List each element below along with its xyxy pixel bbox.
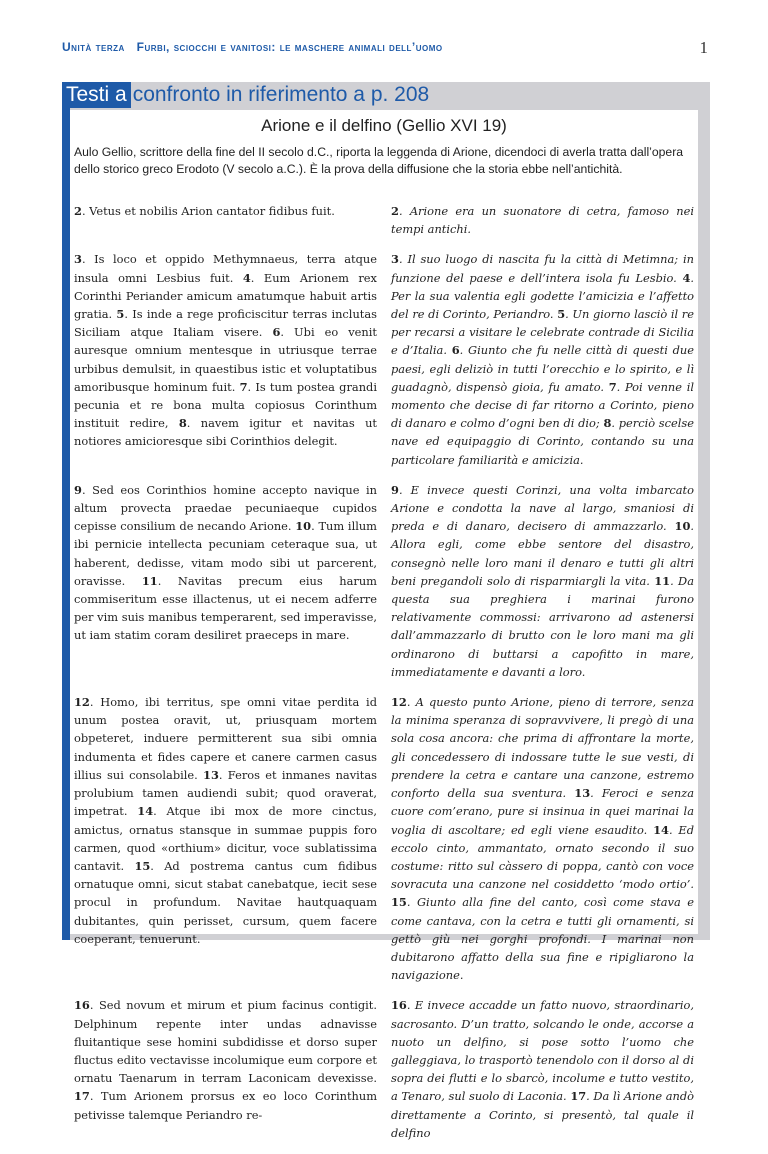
verse-number: 6 bbox=[451, 343, 460, 358]
verse-text: . Ed eccolo cinto, ammantato, ornato secondo il suo costume: ritto sul càssero di poppa, cantò con voce sovracuta una canzone nel cosiddetto ‘modo ortio’. bbox=[391, 822, 694, 892]
verse-text: . Un giorno lasciò il re per recarsi a visitare le celebrate contrade di Sicilia e d’Italia. bbox=[391, 307, 694, 358]
italian-column bbox=[391, 996, 694, 1142]
verse-text: . Is tum postea grandi pecunia et re bona multa copiosus Corinthum instituit redire, bbox=[74, 379, 377, 431]
verse-text: . Ad postrema cantus cum fidibus ornatuque omni, sicut stabat canebatque, iecit sese procul in profundum. Navitae hautquaquam dubitantes, quin perisset, cursum, quem facere coeperant, tenuerunt. bbox=[74, 858, 377, 946]
verse-text: . E invece accadde un fatto nuovo, straordinario, sacrosanto. D’un tratto, solcando le onde, accorse a nuoto un delfino, si pose sotto l’uomo che galleggiava, lo trasportò tenendolo con il dorso al di sopra dei flutti e lo sbarcò, incolume e tutto vestito, a Tenaro, sul suolo di Laconia. bbox=[391, 998, 694, 1104]
text-box-content bbox=[70, 110, 698, 1140]
verse-number: 17 bbox=[74, 1089, 90, 1104]
verse-number: 17 bbox=[570, 1089, 587, 1104]
box-title-rest: confronto in riferimento a p. 208 bbox=[132, 83, 430, 106]
verse-text: . A questo punto Arione, pieno di terrore, senza la minima speranza di sopravvivere, li pregò di una sola cosa ancora: che prima di affrontare la morte, gli concedessero di indossare tutte le sue vesti, di prendere la cetra e cantare una canzone, estremo conforto della sua sventura. bbox=[391, 695, 694, 801]
verse-number: 3 bbox=[74, 252, 82, 267]
box-subtitle: Arione e il delfino (Gellio XVI 19) bbox=[261, 116, 507, 135]
parallel-texts bbox=[74, 202, 694, 1154]
verse-text: . Poi venne il momento che decise di far ritorno a Corinto, pieno di danaro e colmo d’ogni ben di dio; bbox=[391, 379, 695, 431]
italian-column bbox=[391, 250, 694, 468]
verse-number: 4 bbox=[682, 270, 691, 285]
verse-text: . Da lì Arione andò direttamente a Corinto, si presentò, tal quale il delfino bbox=[391, 1089, 695, 1140]
verse-number: 9 bbox=[391, 482, 399, 497]
box-intro: Aulo Gellio, scrittore della fine del II secolo d.C., riporta la leggenda di Arione, dicendoci di averla tratta dall’opera dello storico greco Erodoto (V secolo a.C.). È la prova della diffusione che la storia ebbe nell’antichità. bbox=[74, 145, 684, 176]
verse-number: 7 bbox=[239, 379, 248, 394]
latin-column bbox=[74, 202, 377, 238]
verse-text: . perciò scelse nave ed equipaggio di Corinto, contando su una particolare familiarità e amicizia. bbox=[391, 416, 694, 467]
italian-column bbox=[391, 202, 694, 238]
verse-text: . Il suo luogo di nascita fu la città di Metimna; in funzione del paese e dell’intera isola fu Lesbio. bbox=[391, 252, 694, 285]
verse-number: 10 bbox=[674, 519, 691, 534]
verse-text: . Tum illum ibi pernicie intellecta pecuniam ceteraque sua, ut haberent, dedisse, vitam modo sibi ut parcerent, oravisse. bbox=[74, 519, 377, 588]
passage-row bbox=[74, 202, 694, 238]
verse-text: . Feros et inmanes navitas prolubium tamen audiendi subit; quod oraverat, impetrat. bbox=[74, 767, 377, 819]
verse-number: 12 bbox=[74, 695, 90, 710]
verse-text: . Vetus et nobilis Arion cantator fidibus fuit. bbox=[81, 204, 335, 218]
verse-number: 10 bbox=[295, 519, 312, 534]
verse-number: 8 bbox=[178, 416, 187, 431]
chapter-title: Furbi, sciocchi e vanitosi: le maschere animali dell’uomo bbox=[136, 40, 443, 54]
verse-text: . Sed novum et mirum et pium facinus contigit. Delphinum repente inter undas adnavisse fluitantique sese homini subdidisse et dorso super fluctus edito vectavisse incolumique eum corpore et ornatu Taenarum in terram Laconicam devexisse. bbox=[74, 998, 377, 1086]
running-head bbox=[62, 40, 712, 60]
verse-number: 7 bbox=[608, 379, 617, 394]
verse-number: 16 bbox=[74, 998, 90, 1013]
verse-text: . navem igitur et navitas ut notiores amicioresque sibi Corinthios delegit. bbox=[74, 416, 377, 449]
box-title-tag: Testi a bbox=[62, 82, 131, 108]
verse-number: 16 bbox=[391, 998, 407, 1013]
passage-row bbox=[74, 996, 694, 1142]
verse-number: 8 bbox=[603, 416, 612, 431]
verse-number: 9 bbox=[74, 482, 82, 497]
unit-label: Unità terza bbox=[62, 40, 125, 54]
latin-column bbox=[74, 996, 377, 1142]
verse-text: . Eum Arionem rex Corinthi Periander amicum amatumque habuit artis gratia. bbox=[74, 270, 377, 322]
italian-column bbox=[391, 481, 694, 681]
verse-text: . Is inde a rege proficiscitur terras inclutas Siciliam atque Italiam visere. bbox=[74, 307, 377, 340]
text-box-accent-bar bbox=[62, 82, 70, 940]
verse-number: 6 bbox=[272, 325, 281, 340]
page-number: 1 bbox=[699, 38, 708, 57]
verse-text: . Feroci e senza cuore com’erano, pure si insinua in quei marinai la voglia di ascoltare; ed egli viene esaudito. bbox=[391, 786, 694, 837]
verse-number: 11 bbox=[141, 573, 158, 588]
verse-number: 15 bbox=[134, 858, 151, 873]
verse-number: 14 bbox=[653, 822, 669, 837]
verse-number: 13 bbox=[203, 767, 219, 782]
verse-text: . Arione era un suonatore di cetra, famoso nei tempi antichi. bbox=[391, 204, 694, 237]
verse-text: . Da questa sua preghiera i marinai furono relativamente commossi: arrivarono ad astenersi dall’ammazzarlo di brutto con le loro mani ma gli ordinarono di buttarsi a capofitto in mare, immediatamente e davanti a loro. bbox=[391, 573, 694, 679]
verse-text: . Atque ibi mox de more cinctus, amictus, ornatus stansque in summae puppis foro carmen, quod «orthium» dicitur, voce sublatissima cantavit. bbox=[74, 804, 377, 873]
verse-number: 2 bbox=[391, 204, 399, 218]
latin-column bbox=[74, 481, 377, 681]
verse-number: 11 bbox=[654, 573, 671, 588]
verse-text: . Homo, ibi territus, spe omni vitae perdita id unum postea oravit, ut, priusquam mortem obpeteret, induere permitterent sua sibi omnia indumenta et fides capere et canere carmen casus illius sui consolabile. bbox=[74, 695, 377, 782]
italian-column bbox=[391, 693, 694, 984]
verse-text: . Navitas precum eius harum commiseritum esse illactenus, ut ei necem adferre per vim suis manibus temperarent, sed imperavisse, ut iam statim coram desiliret praeceps in mare. bbox=[74, 573, 377, 643]
passage-row bbox=[74, 481, 694, 681]
verse-text: . Giunto alla fine del canto, così come stava e come cantava, con la cetra e tutti gli ornamenti, si gettò giù nei gorghi profondi. I marinai non dubitarono affatto della sua fine e ripigliarono la navigazione. bbox=[391, 895, 694, 983]
passage-row bbox=[74, 693, 694, 984]
verse-text: . Ubi eo venit auresque omnium mentesque in utriusque terrae urbibus demulsit, in quaestibus istic et voluptatibus amoribusque hominum fuit. bbox=[74, 325, 377, 394]
box-title bbox=[62, 82, 429, 108]
passage-row bbox=[74, 250, 694, 468]
verse-text: . Sed eos Corinthios homine accepto navique in altum provecta praedae pecuniaeque cupidos cepisse consilium de necando Arione. bbox=[74, 482, 377, 534]
verse-number: 15 bbox=[391, 895, 407, 910]
verse-text: . E invece questi Corinzi, una volta imbarcato Arione e condotta la nave al largo, smaniosi di preda e di danaro, decisero di ammazzarlo. bbox=[391, 482, 694, 534]
verse-number: 12 bbox=[391, 695, 407, 710]
verse-text: . Allora egli, come ebbe sentore del disastro, consegnò nelle loro mani il denaro e tutti gli altri beni pregandoli solo di risparmiargli la vita. bbox=[391, 519, 694, 588]
verse-text: . Tum Arionem prorsus ex eo loco Corinthum petivisse talemque Periandro re- bbox=[74, 1089, 377, 1122]
verse-number: 5 bbox=[116, 307, 125, 322]
verse-text: . Giunto che fu nelle città di questi due paesi, egli deliziò in tutti l’orecchio e lo spirito, e lì guadagnò, dispensò gioia, fu amato. bbox=[391, 343, 694, 394]
verse-number: 5 bbox=[557, 307, 566, 322]
verse-number: 2 bbox=[74, 204, 82, 218]
verse-number: 13 bbox=[574, 786, 591, 801]
verse-text: . Per la sua valentia egli godette l’amicizia e l’affetto del re di Corinto, Periandro. bbox=[391, 270, 694, 322]
verse-number: 14 bbox=[137, 804, 154, 819]
latin-column bbox=[74, 250, 377, 468]
verse-number: 3 bbox=[391, 252, 399, 267]
verse-number: 4 bbox=[242, 270, 251, 285]
latin-column bbox=[74, 693, 377, 984]
verse-text: . Is loco et oppido Methymnaeus, terra atque insula omni Lesbius fuit. bbox=[74, 252, 377, 285]
